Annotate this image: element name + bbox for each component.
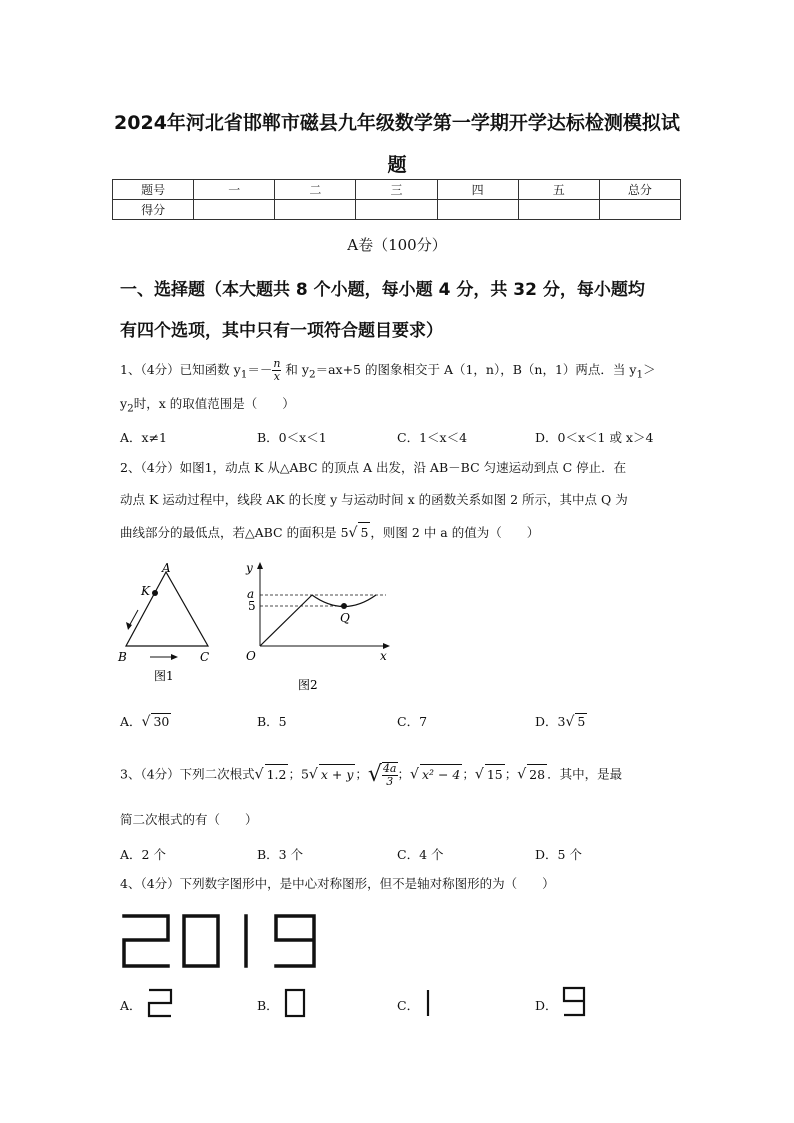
score-table	[112, 179, 681, 220]
score-header-cell: 总分	[599, 180, 680, 200]
score-cell	[275, 200, 356, 220]
label-k: K	[141, 584, 150, 598]
y-axis-arrow	[257, 562, 263, 569]
q1-option-a: A．x≠1	[120, 430, 168, 445]
doc-title-line2: 题	[387, 154, 407, 176]
q4-option-d-digit-9	[560, 984, 590, 1020]
arrowhead	[171, 654, 178, 660]
q4-option-b-digit-0	[283, 986, 309, 1020]
sqrt-sign: √	[348, 525, 358, 541]
fraction-4a-over-3: $\frac{4a}{3}$	[382, 762, 397, 788]
q1-option-b: B．0＜x＜1	[257, 430, 327, 445]
score-header-cell: 一	[194, 180, 275, 200]
q2-option-a: A．√ 30	[120, 714, 170, 730]
point-q	[341, 603, 347, 609]
linear-segment	[260, 595, 312, 646]
score-cell	[518, 200, 599, 220]
label-x: x	[380, 649, 387, 663]
question-2-line1: 2、（4分）如图1，动点 K 从△ABC 的顶点 A 出发，沿 AB－BC 匀速运动到点 C 停止．在	[120, 460, 627, 475]
q4-option-b-label: B．	[257, 998, 279, 1013]
question-2-line2: 动点 K 运动过程中，线段 AK 的长度 y 与运动时间 x 的函数关系如图 2 所示，其中点 Q 为	[120, 492, 628, 507]
q3-option-b: B．3 个	[257, 847, 304, 862]
figure-1-caption: 图1	[154, 669, 174, 683]
score-header-cell: 二	[275, 180, 356, 200]
q4-option-a-digit-2	[146, 986, 176, 1020]
figure-1-triangle	[112, 560, 222, 690]
triangle-abc	[126, 572, 208, 646]
score-table-score-row	[113, 200, 681, 220]
q2-option-b: B．5	[257, 714, 287, 729]
score-row-label: 得分	[113, 200, 194, 220]
label-b: B	[118, 650, 127, 664]
q1-option-d: D．0＜x＜1 或 x＞4	[535, 430, 654, 445]
score-header-cell: 五	[518, 180, 599, 200]
digit-9-shape	[276, 916, 314, 966]
q2-option-d: D．3√ 5	[535, 714, 586, 730]
q4-option-c-label: C．	[397, 998, 420, 1013]
score-header-cell: 四	[437, 180, 518, 200]
q3-option-d: D．5 个	[535, 847, 582, 862]
label-y: y	[246, 561, 253, 575]
q4-option-c-digit-1	[421, 986, 437, 1020]
q3-option-a: A．2 个	[120, 847, 166, 862]
score-header-cell: 三	[356, 180, 437, 200]
digital-2019-figure	[118, 908, 328, 974]
figure-2-graph	[236, 556, 396, 696]
score-cell	[356, 200, 437, 220]
doc-title-line1: 2024年河北省邯郸市磁县九年级数学第一学期开学达标检测模拟试	[114, 112, 680, 134]
label-c: C	[200, 650, 210, 664]
figure-2-caption: 图2	[298, 678, 318, 692]
digit-0-shape	[184, 916, 218, 966]
fraction-n-over-x: $\frac{n}{x}$	[273, 357, 281, 383]
question-2-line3: 曲线部分的最低点，若△ABC 的面积是 5√ 5 ，则图 2 中 a 的值为（ ）	[120, 522, 539, 543]
q2-option-c: C．7	[397, 714, 428, 729]
q1-option-c: C．1＜x＜4	[397, 430, 468, 445]
score-cell	[437, 200, 518, 220]
question-4-line1: 4、（4分）下列数字图形中，是中心对称图形，但不是轴对称图形的为（ ）	[120, 876, 555, 891]
question-3-line1: 3、（4分）下列二次根式√ 1.2 ；5√ x + y ；√ $\frac{4a}{3}$ ；√ x² − 4 ；√ 15 ；√ 28 ．其中，是最	[120, 762, 623, 788]
q3-option-c: C．4 个	[397, 847, 444, 862]
question-3-line2: 简二次根式的有（ ）	[120, 812, 258, 827]
score-table-header-row	[113, 180, 681, 200]
digit-2-shape	[124, 916, 168, 966]
label-origin: O	[246, 649, 256, 663]
point-k	[152, 590, 158, 596]
label-5: 5	[248, 599, 256, 613]
label-a: A	[162, 561, 171, 575]
label-a-value: a	[247, 587, 255, 601]
question-1-line1: 1、（4分）已知函数 $y_1=-$ $\frac{n}{x}$ 和 $y_2=ax+5$ 的图象相交于 A（1，n），B（n，1）两点．当 $y_1>$	[120, 357, 656, 383]
section1-heading-line1: 一、选择题（本大题共 8 个小题，每小题 4 分，共 32 分，每小题均	[120, 280, 645, 300]
score-cell	[194, 200, 275, 220]
q4-option-d-label: D．	[535, 998, 558, 1013]
section1-heading-line2: 有四个选项，其中只有一项符合题目要求）	[120, 321, 443, 341]
part-a-heading: A卷（100分）	[347, 236, 447, 254]
q4-option-a-label: A．	[120, 998, 142, 1013]
question-1-line2: $y_2$时，x 的取值范围是（ ）	[120, 396, 295, 415]
score-cell	[599, 200, 680, 220]
label-q: Q	[340, 611, 350, 625]
score-header-cell: 题号	[113, 180, 194, 200]
